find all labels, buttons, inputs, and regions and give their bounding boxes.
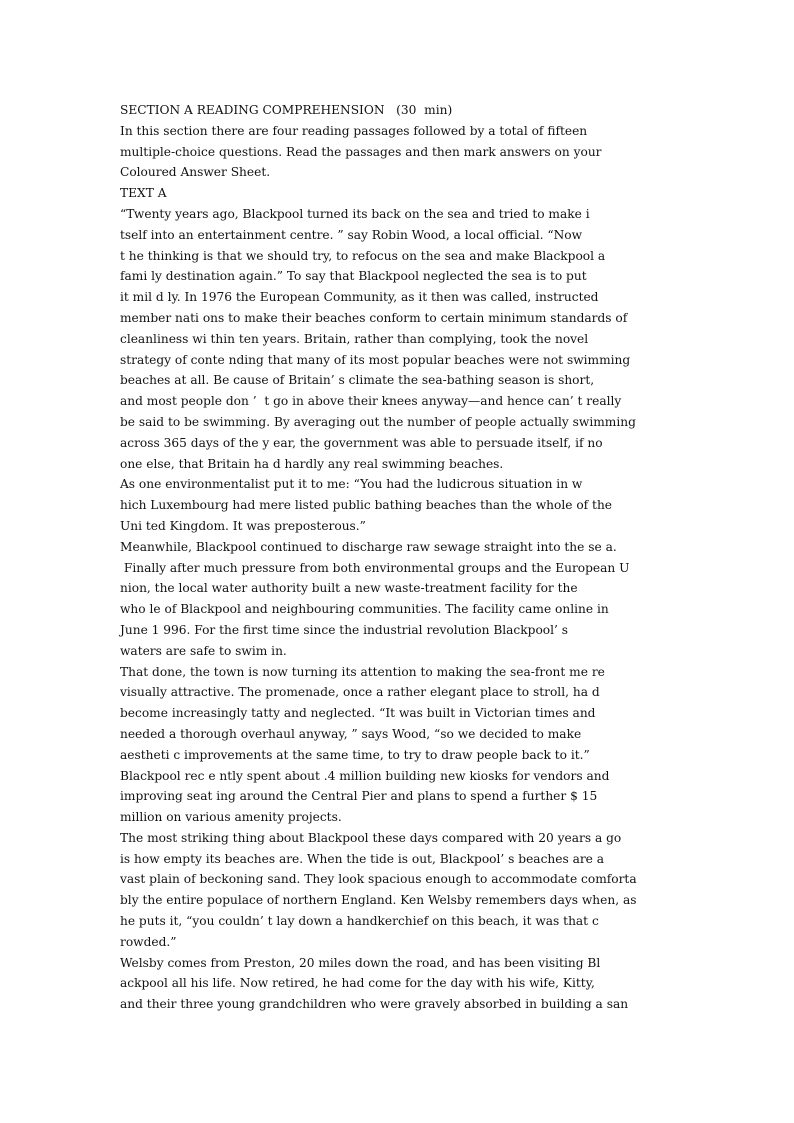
passage-line: and most people don ’ t go in above their knees anyway—and hence can’ t really xyxy=(120,394,622,409)
passage-line: be said to be swimming. By averaging out the number of people actually swimming xyxy=(120,414,636,429)
passage-line: hich Luxembourg had mere listed public bathing beaches than the whole of the xyxy=(120,498,613,513)
text-a-heading: TEXT A xyxy=(120,186,167,201)
passage-line: That done, the town is now turning its attention to making the sea-front me re xyxy=(120,664,605,679)
passage-line: Finally after much pressure from both environmental groups and the European U xyxy=(120,560,630,575)
passage-line: strategy of conte nding that many of its most popular beaches were not swimming xyxy=(120,352,631,367)
passage-line: aestheti c improvements at the same time, to try to draw people back to it.” xyxy=(120,747,590,762)
passage-line: The most striking thing about Blackpool these days compared with 20 years a go xyxy=(120,830,622,845)
passage-line: waters are safe to swim in. xyxy=(120,643,287,658)
instructions-line: multiple-choice questions. Read the passages and then mark answers on your xyxy=(120,144,602,159)
instructions-line: In this section there are four reading passages followed by a total of fifteen xyxy=(120,123,588,138)
passage-line: fami ly destination again.” To say that Blackpool neglected the sea is to put xyxy=(120,269,587,284)
passage-line: ackpool all his life. Now retired, he had come for the day with his wife, Kitty, xyxy=(120,976,595,991)
passage-line: tself into an entertainment centre. ” say Robin Wood, a local official. “Now xyxy=(120,227,583,242)
passage-line: Meanwhile, Blackpool continued to discharge raw sewage straight into the se a. xyxy=(120,539,617,554)
section-heading: SECTION A READING COMPREHENSION (30 min) xyxy=(120,103,453,117)
passage-line: “Twenty years ago, Blackpool turned its back on the sea and tried to make i xyxy=(120,206,590,221)
passage-line: is how empty its beaches are. When the tide is out, Blackpool’ s beaches are a xyxy=(120,851,605,866)
instructions-line: Coloured Answer Sheet. xyxy=(120,165,271,180)
passage-line: vast plain of beckoning sand. They look spacious enough to accommodate comforta xyxy=(120,872,637,887)
passage-line: one else, that Britain ha d hardly any real swimming beaches. xyxy=(120,456,504,471)
passage-line: who le of Blackpool and neighbouring communities. The facility came online in xyxy=(120,602,609,617)
passage-line: million on various amenity projects. xyxy=(120,810,342,825)
passage-line: needed a thorough overhaul anyway, ” says Wood, “so we decided to make xyxy=(120,726,582,741)
passage-line: cleanliness wi thin ten years. Britain, rather than complying, took the novel xyxy=(120,331,589,346)
passage-line: become increasingly tatty and neglected. “It was built in Victorian times and xyxy=(120,706,596,721)
passage-line: t he thinking is that we should try, to refocus on the sea and make Blackpool a xyxy=(120,248,606,263)
passage-line: visually attractive. The promenade, once a rather elegant place to stroll, ha d xyxy=(120,685,600,700)
passage-line: bly the entire populace of northern England. Ken Welsby remembers days when, as xyxy=(120,893,637,908)
passage-line: beaches at all. Be cause of Britain’ s climate the sea-bathing season is short, xyxy=(120,373,595,388)
passage-line: nion, the local water authority built a new waste-treatment facility for the xyxy=(120,581,578,596)
passage-line: and their three young grandchildren who were gravely absorbed in building a san xyxy=(120,997,629,1012)
document-page xyxy=(120,100,680,1015)
passage-line: As one environmentalist put it to me: “You had the ludicrous situation in w xyxy=(120,477,583,492)
passage-line: Blackpool rec e ntly spent about .4 million building new kiosks for vendors and xyxy=(120,768,610,783)
passage-line: across 365 days of the y ear, the government was able to persuade itself, if no xyxy=(120,435,603,450)
passage-line: rowded.” xyxy=(120,934,177,949)
passage-line: he puts it, “you couldn’ t lay down a handkerchief on this beach, it was that c xyxy=(120,914,599,929)
passage-line: it mil d ly. In 1976 the European Community, as it then was called, instructed xyxy=(120,290,599,305)
passage-line: June 1 996. For the first time since the industrial revolution Blackpool’ s xyxy=(120,622,569,637)
passage-line: Uni ted Kingdom. It was preposterous.” xyxy=(120,518,366,533)
passage-line: improving seat ing around the Central Pier and plans to spend a further $ 15 xyxy=(120,789,598,804)
passage-line: member nati ons to make their beaches conform to certain minimum standards of xyxy=(120,310,628,325)
passage-line: Welsby comes from Preston, 20 miles down the road, and has been visiting Bl xyxy=(120,955,601,970)
